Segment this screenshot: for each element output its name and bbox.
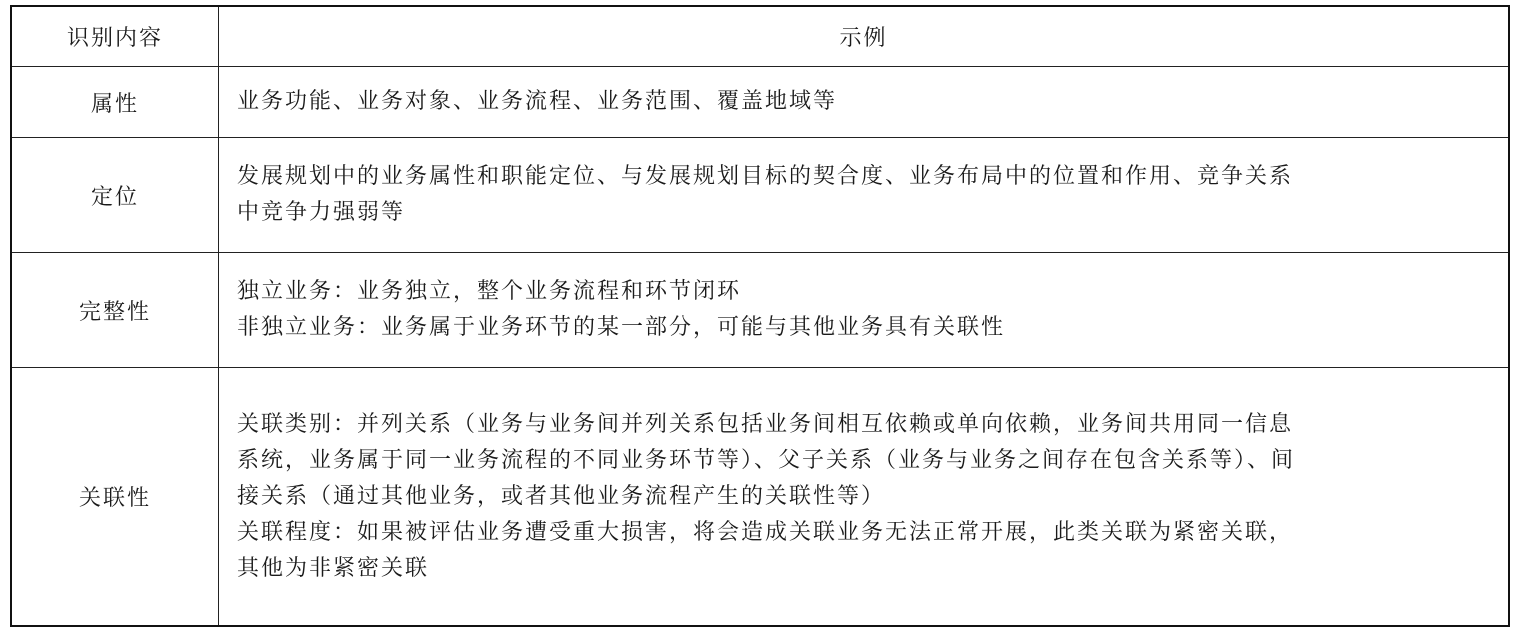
row-example-cell: [219, 67, 1510, 138]
header-cell-example: 示例: [219, 6, 1510, 67]
row-label: 完整性: [11, 253, 219, 368]
example-line: 发展规划中的业务属性和职能定位、与发展规划目标的契合度、业务布局中的位置和作用、竞争关系: [237, 164, 1294, 189]
example-line: 关联程度：如果被评估业务遭受重大损害，将会造成关联业务无法正常开展，此类关联为紧密关联，: [237, 519, 1294, 545]
example-line: 独立业务：业务独立，整个业务流程和环节闭环: [237, 279, 742, 304]
example-line: 其他为非紧密关联: [237, 555, 430, 581]
example-line: 关联类别：并列关系（业务与业务间并列关系包括业务间相互依赖或单向依赖，业务间共用同一信息: [237, 411, 1294, 437]
example-line: 系统，业务属于同一业务流程的不同业务环节等）、父子关系（业务与业务之间存在包含关系等）、间: [237, 447, 1296, 473]
identification-table: [10, 5, 1510, 627]
table-row: [11, 368, 1509, 627]
row-label: 定位: [11, 138, 219, 253]
table-row: [11, 67, 1509, 138]
table-container: [10, 5, 1510, 627]
row-label: 属性: [11, 67, 219, 138]
table-header-row: [11, 6, 1509, 67]
row-label: 关联性: [11, 368, 219, 627]
example-line: 非独立业务：业务属于业务环节的某一部分，可能与其他业务具有关联性: [237, 315, 1006, 340]
table-row: [11, 253, 1509, 368]
row-example-cell: [219, 138, 1510, 253]
table-row: [11, 138, 1509, 253]
row-example-cell: [219, 368, 1510, 627]
example-line: 中竞争力强弱等: [237, 200, 406, 225]
header-cell-content: 识别内容: [11, 6, 219, 67]
example-line: 业务功能、业务对象、业务流程、业务范围、覆盖地域等: [237, 89, 838, 114]
row-example-cell: [219, 253, 1510, 368]
example-line: 接关系（通过其他业务，或者其他业务流程产生的关联性等）: [237, 483, 886, 509]
